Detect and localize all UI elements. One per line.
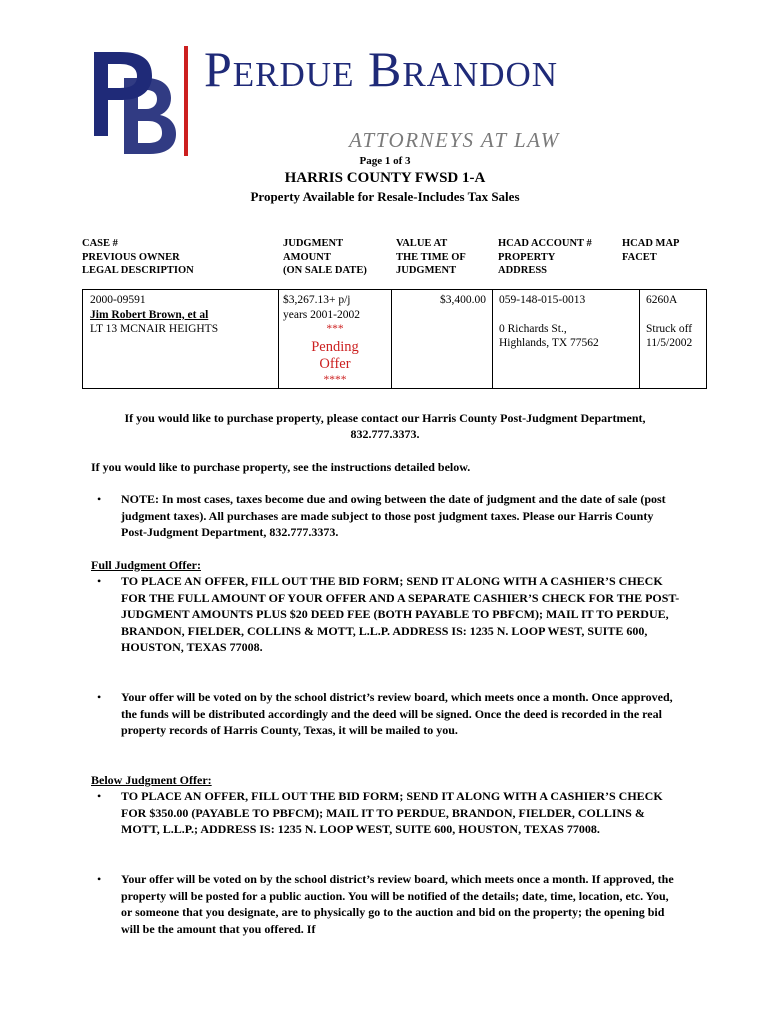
judgment-amount: $3,267.13+ p/j (283, 294, 351, 306)
firm-name-first: Perdue (204, 41, 355, 97)
previous-owner: Jim Robert Brown, et al (90, 308, 209, 321)
firm-tagline: ATTORNEYS AT LAW (349, 128, 560, 152)
table-divider (639, 290, 640, 388)
stars-bottom: **** (323, 373, 347, 386)
offer-label: Offer (319, 355, 351, 372)
below-offer-heading: Below Judgment Offer: (91, 773, 212, 787)
document-subtitle: Property Available for Resale-Includes Tax Sales (250, 189, 520, 204)
case-number: 2000-09591 (90, 294, 146, 306)
firm-name-second: Brandon (367, 41, 559, 97)
cell-account (499, 293, 635, 351)
full-offer-heading: Full Judgment Offer: (91, 558, 201, 572)
bullet-icon: • (97, 690, 102, 704)
header-case: CASE # PREVIOUS OWNER LEGAL DESCRIPTION (82, 238, 194, 276)
bullet-icon: • (97, 789, 102, 803)
cell-case (90, 293, 218, 337)
hcad-account: 059-148-015-0013 (499, 294, 586, 306)
page-number: Page 1 of 3 (359, 155, 411, 167)
cell-facet (646, 293, 704, 351)
full-offer-bullet-2: Your offer will be voted on by the school district’s review board, which meets once a month. Once approved, the funds will be distributed accordingly and the deed will be signed. Once the deed is recorded in the real property records of Harris County, Texas, it will be mailed to you. (121, 690, 673, 738)
bullet-icon: • (97, 872, 102, 886)
below-offer-bullet-2: Your offer will be voted on by the school district’s review board, which meets once a month. If approved, the property will be posted for a public auction. You will be notified of the details; date, time, location, etc. You, or someone that you designate, are to physically go to the auction and bid on the property; the opening bid will be the amount that you offered. If (121, 872, 674, 936)
instructions-intro: If you would like to purchase property, see the instructions detailed below. (91, 460, 471, 474)
full-offer-bullet-1: TO PLACE AN OFFER, FILL OUT THE BID FORM; SEND IT ALONG WITH A CASHIER’S CHECK FOR THE FULL AMOUNT OF YOUR OFFER AND A SEPARATE CASHIER’S CHECK FOR THE POST-JUDGMENT AMOUNTS PLUS $20 DEED FEE (BOTH PAYABLE TO PBFCM); MAIL IT TO PERDUE, BRANDON, FIELDER, COLLINS & MOTT, L.L.P. ADDRESS IS: 1235 N. LOOP WEST, SUITE 600, HOUSTON, TEXAS 77008. (121, 574, 680, 655)
note-bullet: NOTE: In most cases, taxes become due and owing between the date of judgment and the date of sale (post judgment taxes). All purchases are made subject to those post judgment taxes. Please our Harris County Post-Judgment Department, 832.777.3373. (121, 492, 666, 540)
stars-top: *** (326, 323, 344, 335)
header-account: HCAD ACCOUNT # PROPERTY ADDRESS (498, 238, 592, 276)
contact-paragraph: If you would like to purchase property, please contact our Harris County Post-Judgment Department, 832.777.3373. (124, 411, 646, 441)
firm-logo (92, 41, 684, 160)
property-address-street: 0 Richards St., (499, 322, 567, 335)
property-address-city: Highlands, TX 77562 (499, 337, 599, 349)
legal-description: LT 13 MCNAIR HEIGHTS (90, 323, 219, 335)
status-date: 11/5/2002 (646, 337, 693, 349)
document-title: HARRIS COUNTY FWSD 1-A (284, 170, 486, 186)
header-judgment: JUDGMENT AMOUNT (ON SALE DATE) (283, 238, 367, 276)
pending-label: Pending (311, 338, 359, 355)
property-table (82, 289, 707, 389)
header-value: VALUE AT THE TIME OF JUDGMENT (396, 238, 466, 276)
table-divider (278, 290, 279, 388)
map-facet: 6260A (646, 294, 678, 306)
bullet-icon: • (97, 492, 102, 506)
status-struck-off: Struck off (646, 322, 693, 335)
judgment-value: $3,400.00 (440, 294, 486, 306)
firm-name (204, 41, 559, 97)
cell-value (396, 293, 486, 308)
cell-judgment (283, 293, 387, 387)
table-divider (492, 290, 493, 388)
header-map-facet: HCAD MAP FACET (622, 238, 680, 263)
below-offer-bullet-1: TO PLACE AN OFFER, FILL OUT THE BID FORM; SEND IT ALONG WITH A CASHIER’S CHECK FOR $350.00 (PAYABLE TO PBFCM); MAIL IT TO PERDUE, BRANDON, FIELDER, COLLINS & MOTT, L.L.P.; ADDRESS IS: 1235 N. LOOP WEST, SUITE 600, HOUSTON, TEXAS 77008. (121, 789, 663, 837)
pb-monogram-icon (92, 44, 192, 160)
table-divider (391, 290, 392, 388)
bullet-icon: • (97, 574, 102, 588)
judgment-years: years 2001-2002 (283, 308, 360, 321)
